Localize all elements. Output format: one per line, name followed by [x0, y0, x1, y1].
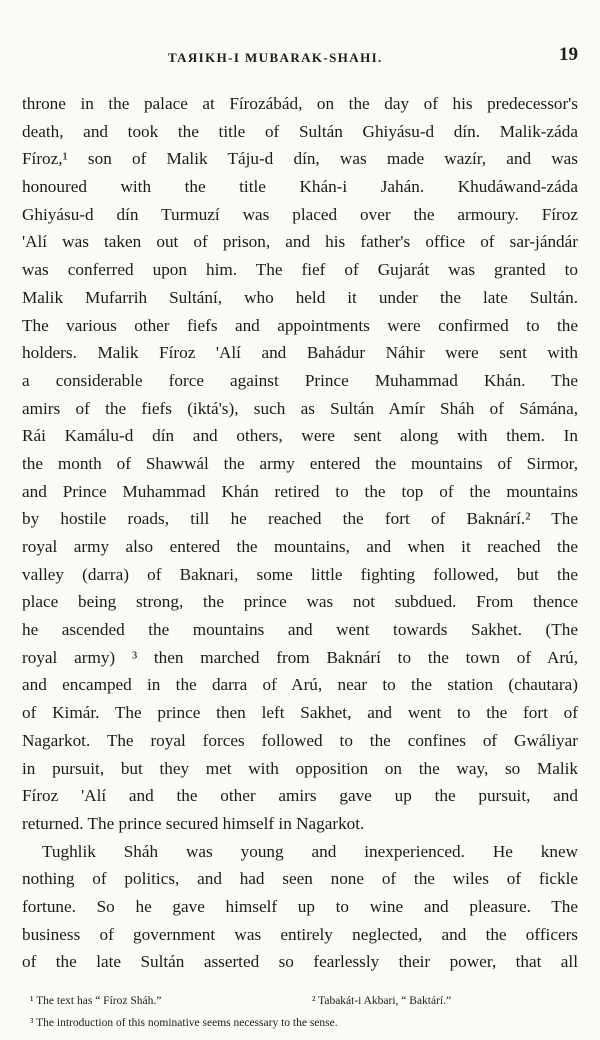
text-line: Rái Kamálu-d dín and others, were sent along with them. In: [22, 426, 578, 446]
text-line: of the late Sultán asserted so fearlessly their power, that all: [22, 952, 578, 972]
text-line: and encamped in the darra of Arú, near to the station (chautara): [22, 675, 578, 695]
text-line: nothing of politics, and had seen none of the wiles of fickle: [22, 869, 578, 889]
footnote-row: [30, 1012, 580, 1034]
text-line: Nagarkot. The royal forces followed to the confines of Gwáliyar: [22, 730, 578, 750]
paragraph: [22, 838, 578, 976]
text-line: Malik Mufarrih Sultání, who held it under the late Sultán.: [22, 287, 578, 307]
text-line: and Prince Muhammad Khán retired to the top of the mountains: [22, 481, 578, 501]
text-line: 'Alí was taken out of prison, and his father's office of sar-jándár: [22, 232, 578, 252]
footnote-row: [30, 990, 580, 1012]
text-line: Fíroz,¹ son of Malik Táju-d dín, was made wazír, and was: [22, 149, 578, 169]
text-line: the month of Shawwál the army entered the mountains of Sirmor,: [22, 453, 578, 473]
footnote-1: ¹ The text has “ Fíroz Sháh.”: [30, 995, 162, 1007]
body-text: [22, 90, 578, 976]
text-line: in pursuit, but they met with opposition on the way, so Malik: [22, 758, 578, 778]
text-line: business of government was entirely neglected, and the officers: [22, 924, 578, 944]
text-line: he ascended the mountains and went towards Sakhet. (The: [22, 620, 578, 640]
footnote-2: ² Tabakát-i Akbari, “ Baktárí.”: [312, 995, 452, 1007]
text-line: returned. The prince secured himself in Nagarkot.: [22, 813, 365, 833]
text-line: death, and took the title of Sultán Ghiyásu-d dín. Malik-záda: [22, 121, 578, 141]
text-line: valley (darra) of Baknari, some little fighting followed, but the: [22, 564, 578, 584]
footnote-3: ³ The introduction of this nominative seems necessary to the sense.: [30, 1017, 338, 1029]
text-line: royal army also entered the mountains, and when it reached the: [22, 537, 578, 556]
text-line: amirs of the fiefs (iktá's), such as Sultán Amír Sháh of Sámána,: [22, 398, 578, 418]
footnotes: [30, 990, 580, 1034]
text-line: Fíroz 'Alí and the other amirs gave up the pursuit, and: [22, 786, 578, 806]
text-line: a considerable force against Prince Muhammad Khán. The: [22, 370, 578, 390]
text-line: Ghiyásu-d dín Turmuzí was placed over the armoury. Fíroz: [22, 204, 578, 224]
text-line: fortune. So he gave himself up to wine and pleasure. The: [22, 896, 578, 916]
text-line: Tughlik Sháh was young and inexperienced. He knew: [42, 841, 578, 861]
text-line: place being strong, the prince was not subdued. From thence: [22, 592, 578, 612]
text-line: was conferred upon him. The fief of Gujarát was granted to: [22, 260, 578, 280]
text-line: holders. Malik Fíroz 'Alí and Bahádur Náhir were sent with: [22, 343, 578, 363]
text-line: of Kimár. The prince then left Sakhet, and went to the fort of: [22, 703, 578, 723]
page-number: 19: [559, 44, 578, 65]
text-line: The various other fiefs and appointments were confirmed to the: [22, 315, 578, 335]
text-line: royal army) ³ then marched from Baknárí to the town of Arú,: [22, 647, 578, 667]
running-title: TAЯІKH-I MUBARAK-SHAHI.: [168, 50, 383, 65]
text-line: honoured with the title Khán-i Jahán. Khudáwand-záda: [22, 177, 578, 197]
text-line: by hostile roads, till he reached the fort of Baknárí.² The: [22, 509, 578, 529]
page-header: [0, 44, 600, 74]
paragraph: [22, 90, 578, 838]
text-line: throne in the palace at Fírozábád, on the day of his predecessor's: [22, 94, 578, 113]
